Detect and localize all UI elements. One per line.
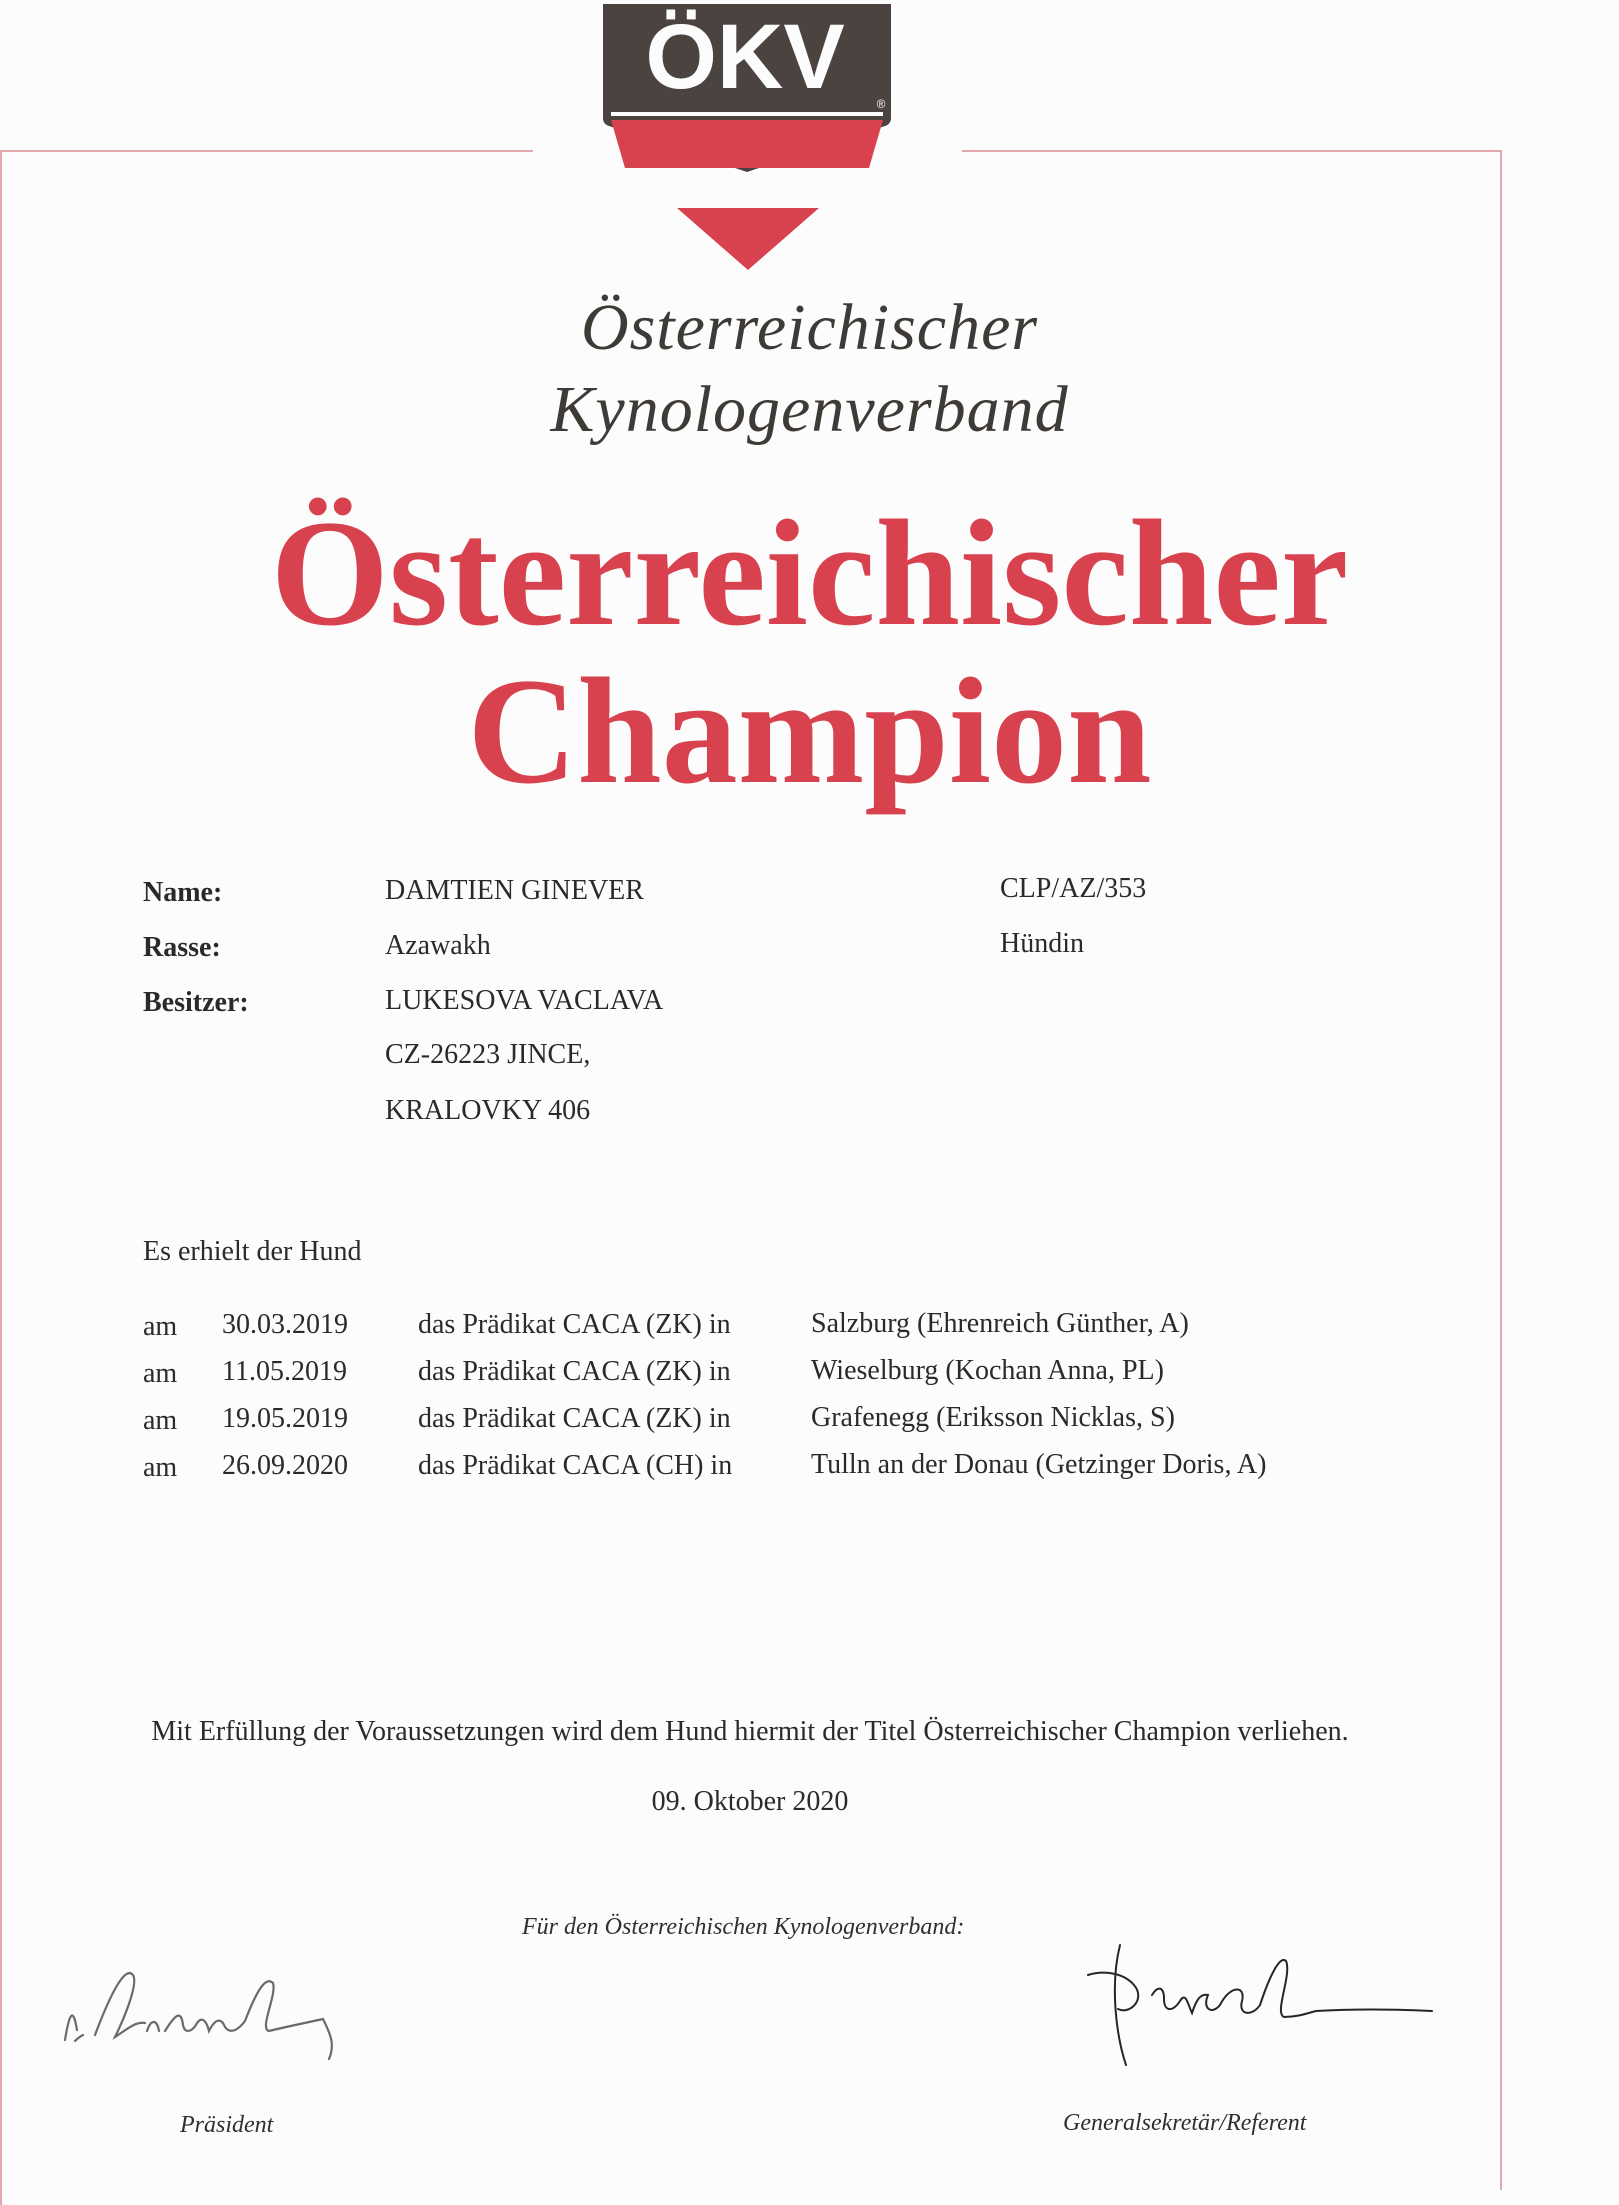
award-title: das Prädikat CACA (ZK) in xyxy=(418,1309,731,1340)
award-place: Wieselburg (Kochan Anna, PL) xyxy=(811,1355,1164,1386)
dog-breed: Azawakh xyxy=(385,930,491,961)
award-date: 26.09.2020 xyxy=(222,1450,348,1481)
owner-address-line2: KRALOVKY 406 xyxy=(385,1095,591,1126)
org-name-line2: Kynologenverband xyxy=(550,373,1069,446)
issue-date: 09. Oktober 2020 xyxy=(651,1786,849,1817)
org-name-line1: Österreichischer xyxy=(580,291,1039,364)
registration-number: CLP/AZ/353 xyxy=(1000,873,1147,904)
okv-logo xyxy=(597,0,897,275)
award-title: das Prädikat CACA (ZK) in xyxy=(418,1403,731,1434)
award-title: das Prädikat CACA (CH) in xyxy=(418,1450,733,1481)
award-place: Salzburg (Ehrenreich Günther, A) xyxy=(811,1308,1189,1339)
breed-label: Rasse: xyxy=(143,932,221,963)
owner-address-line1: CZ-26223 JINCE, xyxy=(385,1039,591,1070)
awards-intro: Es erhielt der Hund xyxy=(143,1236,362,1267)
award-prefix: am xyxy=(143,1358,178,1389)
certificate-title-line2: Champion xyxy=(467,647,1152,815)
frame-top-right xyxy=(962,150,1502,152)
secretary-signature xyxy=(1060,1925,1440,2075)
award-title: das Prädikat CACA (ZK) in xyxy=(418,1356,731,1387)
award-place: Tulln an der Donau (Getzinger Doris, A) xyxy=(811,1449,1267,1480)
dog-sex: Hündin xyxy=(1000,928,1084,959)
award-date: 19.05.2019 xyxy=(222,1403,348,1434)
president-signature xyxy=(55,1935,425,2065)
award-date: 11.05.2019 xyxy=(222,1356,347,1387)
president-role: Präsident xyxy=(180,2112,274,2138)
award-place: Grafenegg (Eriksson Nicklas, S) xyxy=(811,1402,1175,1433)
on-behalf-line: Für den Österreichischen Kynologenverband: xyxy=(522,1914,965,1940)
conferral-statement: Mit Erfüllung der Voraussetzungen wird dem Hund hiermit der Titel Österreichischer Champion verliehen. xyxy=(151,1716,1349,1747)
certificate-title-line1: Österreichischer xyxy=(270,489,1349,657)
award-prefix: am xyxy=(143,1311,178,1342)
award-prefix: am xyxy=(143,1405,178,1436)
logo-text: ÖKV xyxy=(645,6,845,108)
award-prefix: am xyxy=(143,1452,178,1483)
frame-left xyxy=(0,150,2,2205)
award-date: 30.03.2019 xyxy=(222,1309,348,1340)
frame-top-left xyxy=(0,150,533,152)
owner-name: LUKESOVA VACLAVA xyxy=(385,985,664,1016)
owner-label: Besitzer: xyxy=(143,987,249,1018)
name-label: Name: xyxy=(143,877,223,908)
secretary-role: Generalsekretär/Referent xyxy=(1063,2110,1307,2136)
dog-name: DAMTIEN GINEVER xyxy=(385,875,644,906)
frame-right xyxy=(1500,150,1502,2190)
registered-mark: ® xyxy=(876,97,886,111)
